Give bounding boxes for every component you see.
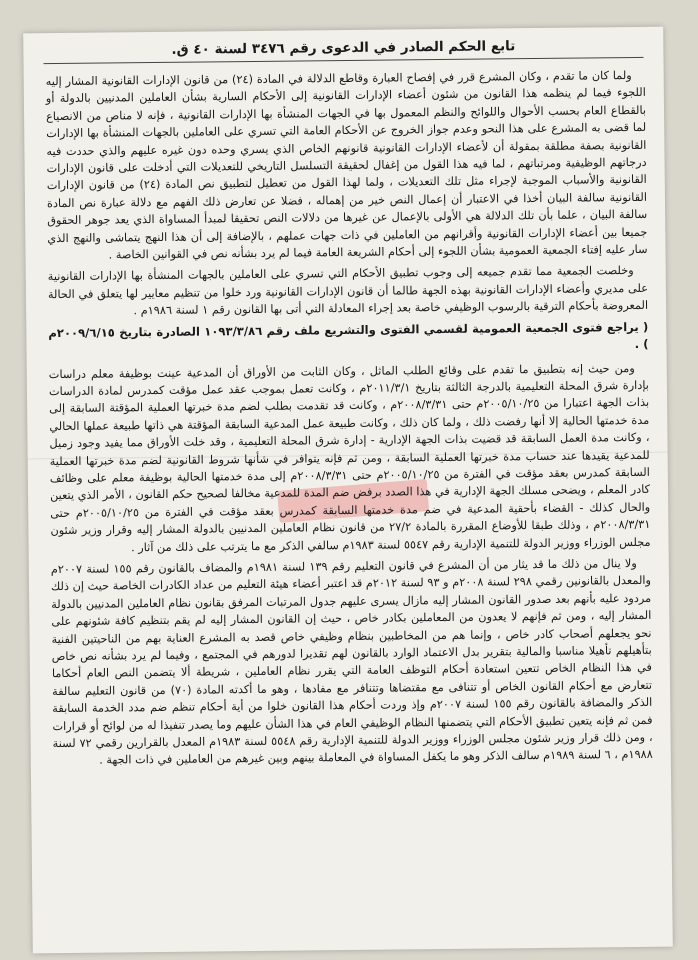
paragraph-2: وخلصت الجمعية مما تقدم جميعه إلى وجوب تطبيق الأحكام التي تسري على العاملين بالجهات المنشأة بها الإدارات القانونية على مديري وأعضاء الإدارات القانونية بهذه الجهة طالما أن قانون الإدارات القانونية ورد خلوا من تنظيم معايير لها يتعلق في الحالة المعروضة بأحكام الترقية بالرسوب الوظيفي خاصة بعد إجراء المعادلة التي أتى بها القانون رقم ١ لسنة ١٩٨٦م . (47, 264, 649, 318)
paragraph-4: ولا ينال من ذلك ما قد يثار من أن المشرع في قانون التعليم رقم ١٣٩ لسنة ١٩٨١م والمضاف بالقانون رقم ١٥٥ لسنة ٢٠٠٧م والمعدل بالقانونين رقمي ٢٩٨ لسنة ٢٠٠٨م و ٩٣ لسنة ٢٠١٢م قد اعتبر أعضاء هيئة التعليم من عداد الكادرات الخاصة حيث إن ذلك مردود عليه بأنهم بعد صدور القانون المشار إليه مازال يسرى عليهم جدول المرتبات المرفق بقانون نظام العاملين المدنيين بالدولة المشار إليه ، ومن ثم فإنهم لا يعدون من المعاملين بكادر خاص ، حيث إن القانون المشار إليه لم يقم بتنظيم كافة شئونهم على نحو يجعلهم أصحاب كادر خاص ، وإنما هم من المخاطبين بنظام وظيفي خاص قصد به المشرع العناية بهم من الناحيتين الفنية بتأهيلهم تأهيلا مناسبا والمالية بتقرير بدل الاعتماد الوارد بالقانون لهم تقديرا لدورهم في المجتمع ، وفيما لم يرد بشأنه نص خاص في هذا النظام الخاص تتعين استعادة أحكام التوظف العامة التي يقرر نظام العاملين ، شريطة ألا يتضمن النص العام أحكاما تتعارض مع أحكام القانون الخاص أو تتنافى مع مقتضاها وتتنافر مع مفادها ، وهو ما أكدته المادة (٧٠) من قانون التعليم سالفة الذكر والمضافة بالقانون رقم ١٥٥ لسنة ٢٠٠٧م وإذ وردت أحكام هذا القانون خلوا من أية أحكام تنظم ضم مدد الخدمة السابقة فمن ثم فإنه يتعين تطبيق الأحكام التي يتضمنها النظام الوظيفي العام في هذا الشأن عليهم وما يصدر تنفيذا له من لوائح أو قرارات ، ومن ذلك قرار وزير شئون مجلس الوزراء ووزير الدولة للتنمية الإدارية رقم ٥٥٤٨ لسنة ١٩٨٣م المعدل بالقرارين رقمي ٧٢ لسنة ١٩٨٨م ، ٦ لسنة ١٩٨٩م سالف الذكر وهو ما يكفل المساواة في المعاملة بينهم وبين غيرهم من العاملين في ذات الجهة . (50, 556, 653, 768)
paragraph-3: ومن حيث إنه بتطبيق ما تقدم على وقائع الطلب الماثل ، وكان الثابت من الأوراق أن المدعية عينت بوظيفة معلم دراسات بإدارة شرق المحلة التعليمية بالدرجة الثالثة بتاريخ ٢٠١١/٣/١م ، وكانت تعمل بموجب عقد عمل مؤقت كمدرس لمادة الدراسات بذات الجهة اعتبارا من ٢٠٠٥/١٠/٢٥م حتى ٢٠٠٨/٣/٣١م ، وكانت قد تقدمت بطلب لضم مدة خبرتها العملية المؤقتة السابقة إلى مدة خدمتها الحالية إلا أنها رفضت ذلك ، ولما كان ذلك ، وكانت طبيعة عمل المدعية السابقة المؤقتة هي ذاتها طبيعة عملها الحالي ، وكانت مدة العمل السابقة قد قضيت بذات الجهة الإدارية - إدارة شرق المحلة التعليمية ، وقد خلت الأوراق مما يفيد وجود زميل للمدعية يقيدها عند حساب مدة خبرتها العملية السابقة ، ومن ثم فإنه يتوافر في شأنها شروط القانونية لضم مدة خبرتها العملية السابقة كمدرس بعقد مؤقت في الفترة من ٢٠٠٥/١٠/٢٥م حتى ٢٠٠٨/٣/٣١م إلى مدة خدمتها الحالية بوظيفة معلم على وظائف كادر المعلم ، ويضحى مسلك الجهة الإدارية في هذا الصدد برفض ضم المدة للمدعية مخالفا لصحيح حكم القانون ، الأمر الذي يتعين والحال كذلك - القضاء بأحقية المدعية في ضم مدة خدمتها السابقة كمدرس بعقد مؤقت في الفترة من ٢٠٠٥/١٠/٢٥م حتى ٢٠٠٨/٣/٣١م ، وذلك طبقا للأوضاع المقررة بالمادة ٢٧/٢ من قانون نظام العاملين المدنيين بالدولة المشار إليه وقرار وزير شئون مجلس الوزراء ووزير الدولة للتنمية الإدارية رقم ٥٥٤٧ لسنة ١٩٨٣م سالفي الذكر مع ما يترتب على ذلك من آثار . (48, 361, 651, 554)
document-body (46, 67, 655, 945)
document-header: تابع الحكم الصادر في الدعوى رقم ٣٤٧٦ لسنة ٤٠ ق. (43, 37, 643, 64)
paragraph-1: ولما كان ما تقدم ، وكان المشرع قرر في إفصاح العبارة وقاطع الدلالة في المادة (٢٤) من قانون الإدارات القانونية المشار إليه اللجوء فيما لم ينظمه هذا القانون من شئون أعضاء الإدارات القانونية إلى الأحكام السارية بشأن العاملين المدنيين بالدولة أو بالقطاع العام بحسب الأحوال واللوائح والنظم المعمول بها في الجهات المنشأة بها الإدارات القانونية ، فإنه لا مناص من الانصياع لما قضى به المشرع على هذا النحو وعدم جواز الخروج عن الأحكام العامة التي تسري على العاملين بالجهات المنشأة بها الإدارات القانونية بصفة مطلقة بمقولة أن لأعضاء الإدارات القانونية قانونهم الخاص الذي يسري وحده دون غيره عليهم والذي حددت فيه درجاتهم الوظيفية ومرتباتهم ، لما فيه هذا القول من إغفال لحقيقة التسلسل التاريخي للتعديلات التي أدخلت على قانون الإدارات القانونية والأسباب الموجبة لإجراء مثل تلك التعديلات ، ولما لهذا القول من تعطيل لتطبيق نص المادة (٢٤) من قانون الإدارات القانونية سالفة البيان أخذا في الاعتبار أن إعمال النص خير من إهماله ، فضلا عن تعارض ذلك الفهم مع دلالة عبارة نص المادة سالفة البيان ، علما بأن تلك الدلالة هي الأولى بالإعمال عن غيرها من دلالات النص تحقيقا لمبدأ المساواة الذي يعد جوهر الحقوق جميعا بين أعضاء الإدارات القانونية وأقرانهم من العاملين في ذات جهات عملهم ، بالإضافة إلى أن هذا النهج يتماشى والنهج الذي سار عليه إفتاء الجمعية العمومية بشأن اللجوء إلى أحكام الشريعة العامة فيما لم يرد بشأنه نص في القوانين الخاصة . (45, 69, 648, 262)
document-page (23, 27, 673, 954)
fatwa-reference: ( يراجع فتوى الجمعية العمومية لقسمي الفتوى والتشريع ملف رقم ١٠٩٣/٣/٨٦ الصادرة بتاريخ ٢٠٠٩/٦/١٥م ) . (48, 319, 649, 352)
